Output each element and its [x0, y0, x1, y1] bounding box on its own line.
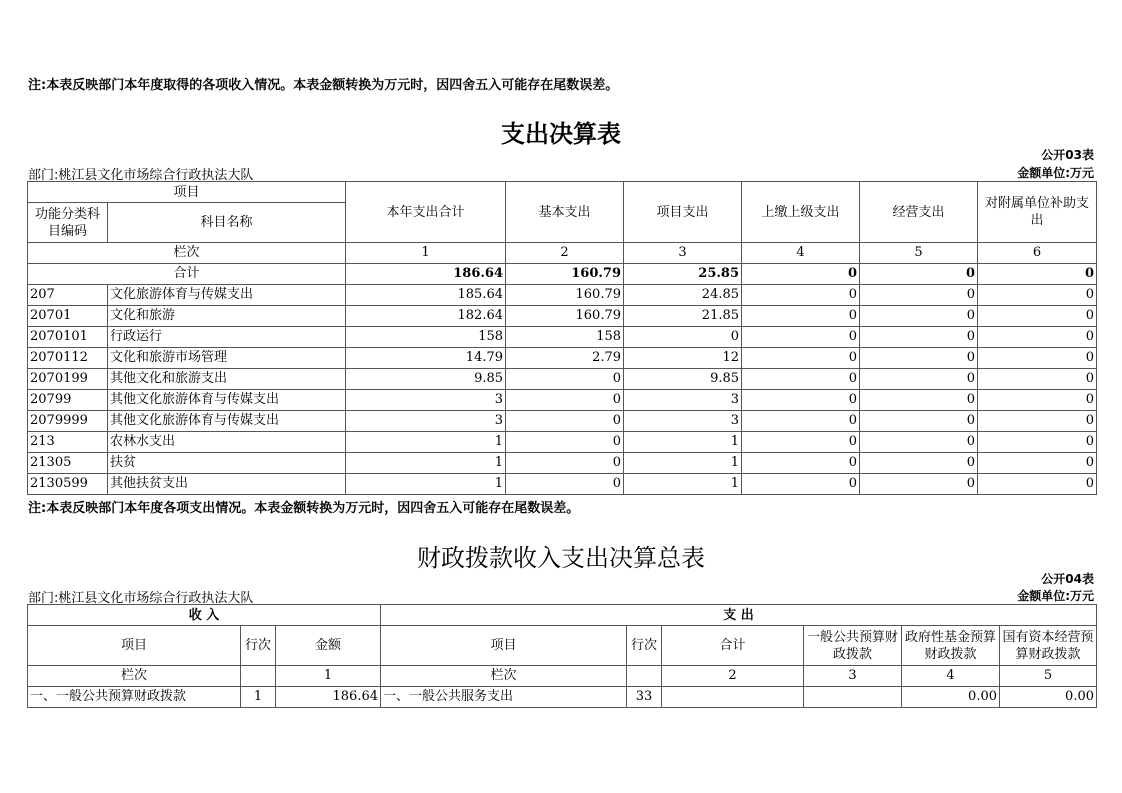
code-cell: 2070112	[28, 348, 108, 369]
header-code: 功能分类科目编码	[28, 203, 108, 243]
income-header: 收 入	[28, 605, 381, 626]
expense-item-header: 项目	[381, 626, 627, 666]
code-cell: 2070101	[28, 327, 108, 348]
value-cell: 0	[860, 348, 978, 369]
value-cell: 0	[860, 390, 978, 411]
total-cell: 160.79	[506, 264, 624, 285]
expense-total-header: 合计	[662, 626, 804, 666]
value-cell: 0	[742, 348, 860, 369]
lanci-cell: 2	[662, 666, 804, 687]
value-cell: 0	[978, 453, 1097, 474]
value-cell: 0	[978, 369, 1097, 390]
name-cell: 农林水支出	[108, 432, 346, 453]
code-cell: 2130599	[28, 474, 108, 495]
col-total-header: 本年支出合计	[346, 182, 506, 243]
table-row	[28, 285, 1097, 306]
value-cell: 0	[506, 432, 624, 453]
value-cell: 1	[624, 453, 742, 474]
value-cell: 1	[624, 474, 742, 495]
value-cell: 0	[742, 453, 860, 474]
lanci-label-left: 栏次	[28, 666, 241, 687]
total-cell: 0	[860, 264, 978, 285]
lanci-cell: 5	[1000, 666, 1097, 687]
expense-capital-header: 国有资本经营预算财政拨款	[1000, 626, 1097, 666]
lanci-cell: 4	[742, 243, 860, 264]
table-row	[28, 453, 1097, 474]
value-cell: 160.79	[506, 306, 624, 327]
col-subsidy-header: 对附属单位补助支出	[978, 182, 1097, 243]
name-cell: 文化和旅游市场管理	[108, 348, 346, 369]
value-cell: 158	[346, 327, 506, 348]
lanci-cell: 2	[506, 243, 624, 264]
name-cell: 行政运行	[108, 327, 346, 348]
empty-cell	[627, 666, 662, 687]
name-cell: 其他文化旅游体育与传媒支出	[108, 390, 346, 411]
value-cell: 24.85	[624, 285, 742, 306]
income-item-header: 项目	[28, 626, 241, 666]
expense-capital-cell: 0.00	[1000, 687, 1097, 708]
value-cell: 21.85	[624, 306, 742, 327]
expense-header: 支 出	[381, 605, 1097, 626]
value-cell: 0	[978, 474, 1097, 495]
value-cell: 0	[742, 474, 860, 495]
table3-note: 注:本表反映部门本年度各项支出情况。本表金额转换为万元时，因四舍五入可能存在尾数误差。	[28, 501, 580, 516]
appropriation-table	[27, 604, 1097, 708]
expense-fund-cell: 0.00	[902, 687, 1000, 708]
value-cell: 0	[506, 453, 624, 474]
name-cell: 其他文化旅游体育与传媒支出	[108, 411, 346, 432]
value-cell: 0	[978, 390, 1097, 411]
table-row	[28, 432, 1097, 453]
value-cell: 0	[742, 432, 860, 453]
expense-row-no-header: 行次	[627, 626, 662, 666]
table3-title: 支出决算表	[501, 120, 621, 148]
income-amount-header: 金额	[276, 626, 381, 666]
total-cell: 25.85	[624, 264, 742, 285]
lanci-cell: 6	[978, 243, 1097, 264]
value-cell: 3	[346, 390, 506, 411]
value-cell: 0	[860, 327, 978, 348]
table-row	[28, 306, 1097, 327]
value-cell: 3	[624, 390, 742, 411]
table3-department: 部门:桃江县文化市场综合行政执法大队	[28, 168, 254, 183]
empty-cell	[241, 666, 276, 687]
value-cell: 1	[346, 474, 506, 495]
lanci-cell: 1	[346, 243, 506, 264]
code-cell: 2079999	[28, 411, 108, 432]
value-cell: 0	[624, 327, 742, 348]
col-basic-header: 基本支出	[506, 182, 624, 243]
name-cell: 文化和旅游	[108, 306, 346, 327]
table-row	[28, 390, 1097, 411]
code-cell: 213	[28, 432, 108, 453]
name-cell: 扶贫	[108, 453, 346, 474]
value-cell: 0	[506, 474, 624, 495]
value-cell: 0	[978, 285, 1097, 306]
value-cell: 14.79	[346, 348, 506, 369]
expense-total-cell	[662, 687, 804, 708]
code-cell: 2070199	[28, 369, 108, 390]
total-label: 合计	[28, 264, 346, 285]
income-no-cell: 1	[241, 687, 276, 708]
value-cell: 182.64	[346, 306, 506, 327]
value-cell: 2.79	[506, 348, 624, 369]
income-row-no-header: 行次	[241, 626, 276, 666]
expense-no-cell: 33	[627, 687, 662, 708]
header-name: 科目名称	[108, 203, 346, 243]
value-cell: 0	[978, 306, 1097, 327]
table3-code: 公开03表	[1041, 148, 1094, 162]
value-cell: 0	[742, 369, 860, 390]
lanci-label: 栏次	[28, 243, 346, 264]
value-cell: 1	[346, 432, 506, 453]
lanci-cell: 4	[902, 666, 1000, 687]
value-cell: 9.85	[346, 369, 506, 390]
value-cell: 0	[978, 327, 1097, 348]
code-cell: 20799	[28, 390, 108, 411]
col-project-header: 项目支出	[624, 182, 742, 243]
value-cell: 0	[860, 432, 978, 453]
table4-code: 公开04表	[1041, 572, 1094, 586]
expense-general-header: 一般公共预算财政拨款	[804, 626, 902, 666]
table4-title: 财政拨款收入支出决算总表	[417, 544, 705, 572]
total-cell: 0	[742, 264, 860, 285]
value-cell: 158	[506, 327, 624, 348]
table-row	[28, 327, 1097, 348]
col-upper-header: 上缴上级支出	[742, 182, 860, 243]
table-row	[28, 369, 1097, 390]
value-cell: 0	[860, 411, 978, 432]
code-cell: 207	[28, 285, 108, 306]
value-cell: 0	[742, 306, 860, 327]
value-cell: 1	[624, 432, 742, 453]
expense-fund-header: 政府性基金预算财政拨款	[902, 626, 1000, 666]
table-row	[28, 348, 1097, 369]
lanci-label-right: 栏次	[381, 666, 627, 687]
value-cell: 0	[742, 411, 860, 432]
code-cell: 20701	[28, 306, 108, 327]
table3-unit: 金额单位:万元	[1017, 166, 1094, 180]
value-cell: 9.85	[624, 369, 742, 390]
value-cell: 185.64	[346, 285, 506, 306]
name-cell: 其他文化和旅游支出	[108, 369, 346, 390]
value-cell: 0	[742, 285, 860, 306]
lanci-cell: 3	[804, 666, 902, 687]
table-row	[28, 474, 1097, 495]
name-cell: 文化旅游体育与传媒支出	[108, 285, 346, 306]
table-row	[28, 687, 1097, 708]
income-name-cell: 一、一般公共预算财政拨款	[28, 687, 241, 708]
value-cell: 0	[978, 411, 1097, 432]
value-cell: 0	[978, 348, 1097, 369]
value-cell: 0	[860, 285, 978, 306]
code-cell: 21305	[28, 453, 108, 474]
value-cell: 0	[860, 369, 978, 390]
income-amount-cell: 186.64	[276, 687, 381, 708]
expense-table	[27, 181, 1097, 495]
total-cell: 186.64	[346, 264, 506, 285]
total-row	[28, 264, 1097, 285]
lanci-cell: 3	[624, 243, 742, 264]
value-cell: 160.79	[506, 285, 624, 306]
value-cell: 3	[624, 411, 742, 432]
value-cell: 0	[506, 390, 624, 411]
value-cell: 0	[506, 369, 624, 390]
col-operation-header: 经营支出	[860, 182, 978, 243]
lanci-cell: 5	[860, 243, 978, 264]
value-cell: 0	[978, 432, 1097, 453]
value-cell: 0	[860, 453, 978, 474]
value-cell: 0	[860, 474, 978, 495]
name-cell: 其他扶贫支出	[108, 474, 346, 495]
header-item: 项目	[28, 182, 346, 203]
table4-department: 部门:桃江县文化市场综合行政执法大队	[28, 591, 254, 606]
value-cell: 0	[742, 390, 860, 411]
value-cell: 0	[742, 327, 860, 348]
lanci-cell: 1	[276, 666, 381, 687]
value-cell: 0	[860, 306, 978, 327]
value-cell: 1	[346, 453, 506, 474]
value-cell: 12	[624, 348, 742, 369]
expense-general-cell	[804, 687, 902, 708]
expense-name-cell: 一、一般公共服务支出	[381, 687, 627, 708]
total-cell: 0	[978, 264, 1097, 285]
table-row	[28, 411, 1097, 432]
top-note: 注:本表反映部门本年度取得的各项收入情况。本表金额转换为万元时，因四舍五入可能存在尾数误差。	[28, 78, 619, 93]
value-cell: 3	[346, 411, 506, 432]
table4-unit: 金额单位:万元	[1017, 589, 1094, 603]
value-cell: 0	[506, 411, 624, 432]
